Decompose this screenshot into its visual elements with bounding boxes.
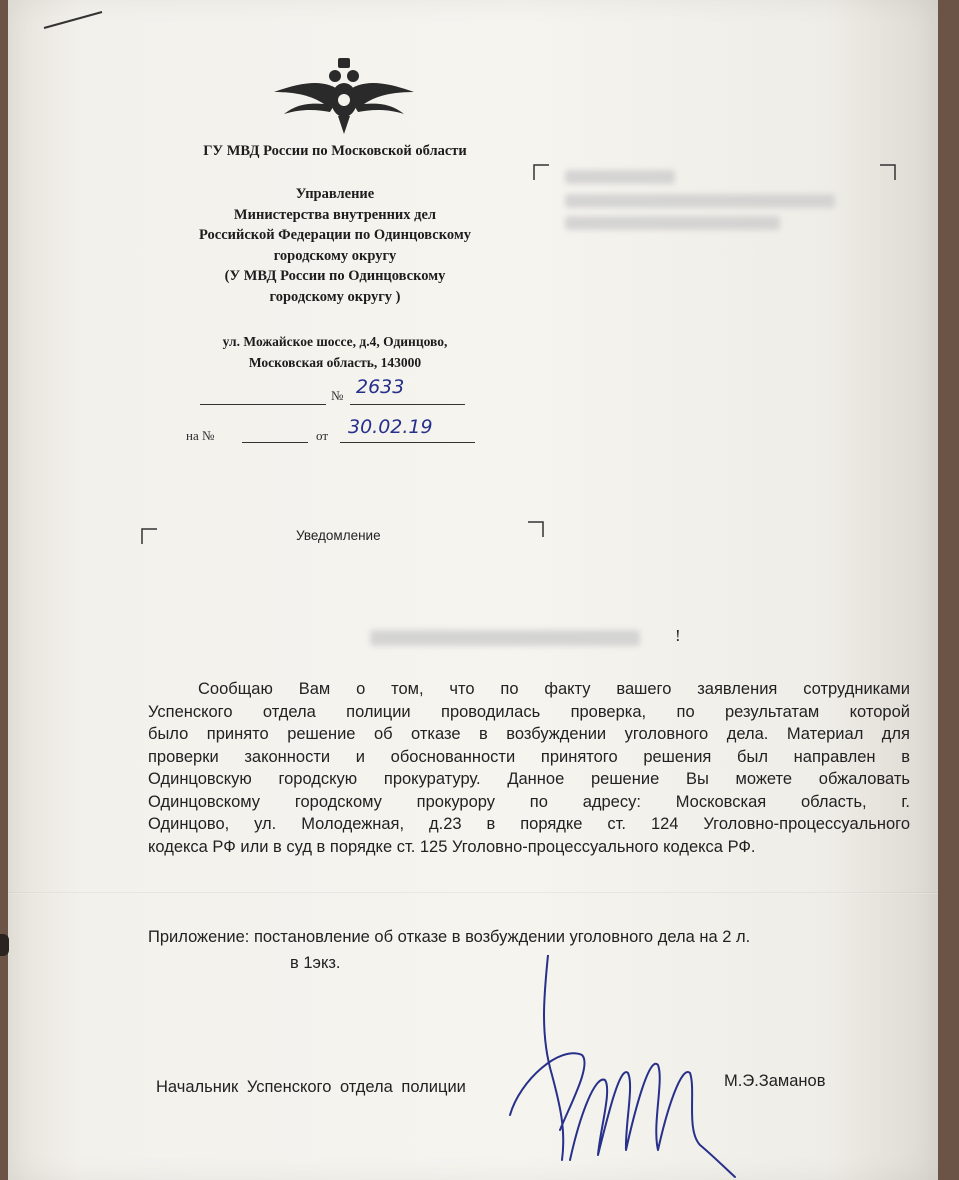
dept-line: Российской Федерации по Одинцовскому bbox=[199, 227, 471, 243]
corner-bracket bbox=[533, 164, 549, 180]
dept-line: Управление bbox=[295, 186, 375, 202]
letter-page bbox=[8, 0, 938, 1180]
dept-line: городскому округу ) bbox=[269, 288, 401, 305]
org-main-title: ГУ МВД России по Московской области bbox=[203, 143, 467, 159]
address-line: ул. Можайское шоссе, д.4, Одинцово, bbox=[222, 334, 448, 349]
address-line: Московская область, 143000 bbox=[248, 354, 422, 370]
corner-bracket bbox=[528, 521, 544, 537]
paper-fold bbox=[8, 892, 938, 894]
greeting-exclamation: ! bbox=[675, 626, 681, 645]
attachment-copies: в 1экз. bbox=[290, 954, 341, 972]
body-paragraph bbox=[148, 678, 910, 858]
body-line: Успенского отдела полиции проводилась проверка, по результатам которой bbox=[148, 702, 910, 721]
underline bbox=[242, 442, 308, 443]
redacted-text bbox=[565, 194, 835, 208]
address-block bbox=[140, 332, 530, 373]
attachment-line: Приложение: постановление об отказе в возбуждении уголовного дела на 2 л. bbox=[148, 928, 751, 946]
body-line: Сообщаю Вам о том, что по факту вашего заявления сотрудниками bbox=[198, 680, 910, 698]
dept-line: (У МВД России по Одинцовскому bbox=[224, 268, 446, 284]
date-value: 30.02.19 bbox=[348, 416, 433, 438]
corner-bracket bbox=[141, 528, 157, 544]
dept-line: городскому округу bbox=[273, 247, 397, 264]
date-label: от bbox=[316, 428, 329, 443]
handwritten-signature bbox=[500, 955, 760, 1180]
redacted-greeting-name bbox=[370, 630, 640, 646]
body-line: кодекса РФ или в суд в порядке ст. 125 Уголовно-процессуального кодекса РФ. bbox=[148, 837, 756, 856]
body-line: проверки законности и обоснованности принятого решения был направлен в bbox=[148, 747, 910, 766]
signatory-position: Начальник Успенского отдела полиции bbox=[156, 1078, 466, 1096]
body-line: Одинцовскую городскую прокуратуру. Данное решение Вы можете обжаловать bbox=[148, 770, 910, 788]
in-reply-label: на № bbox=[186, 428, 215, 443]
document-title: Уведомление bbox=[296, 528, 381, 543]
reg-number-value: 2633 bbox=[356, 376, 405, 398]
underline bbox=[350, 404, 465, 405]
body-line: Одинцовскому городскому прокурору по адресу: Московская область, г. bbox=[148, 792, 910, 811]
corner-bracket bbox=[880, 164, 896, 180]
dept-line: Министерства внутренних дел bbox=[233, 206, 437, 223]
redacted-text bbox=[565, 170, 675, 184]
underline bbox=[340, 442, 475, 443]
mvd-emblem-icon bbox=[272, 52, 416, 136]
body-line: Одинцово, ул. Молодежная, д.23 в порядке ст. 124 Уголовно-процессуального bbox=[148, 815, 910, 833]
dept-block bbox=[140, 184, 530, 307]
reg-number-label: № bbox=[331, 388, 344, 403]
pen-mark bbox=[40, 4, 110, 34]
redacted-text bbox=[565, 216, 780, 230]
binder-hole bbox=[0, 934, 9, 956]
body-line: было принято решение об отказе в возбуждении уголовного дела. Материал для bbox=[148, 725, 910, 743]
signatory-name: М.Э.Заманов bbox=[724, 1072, 826, 1090]
underline bbox=[200, 404, 326, 405]
